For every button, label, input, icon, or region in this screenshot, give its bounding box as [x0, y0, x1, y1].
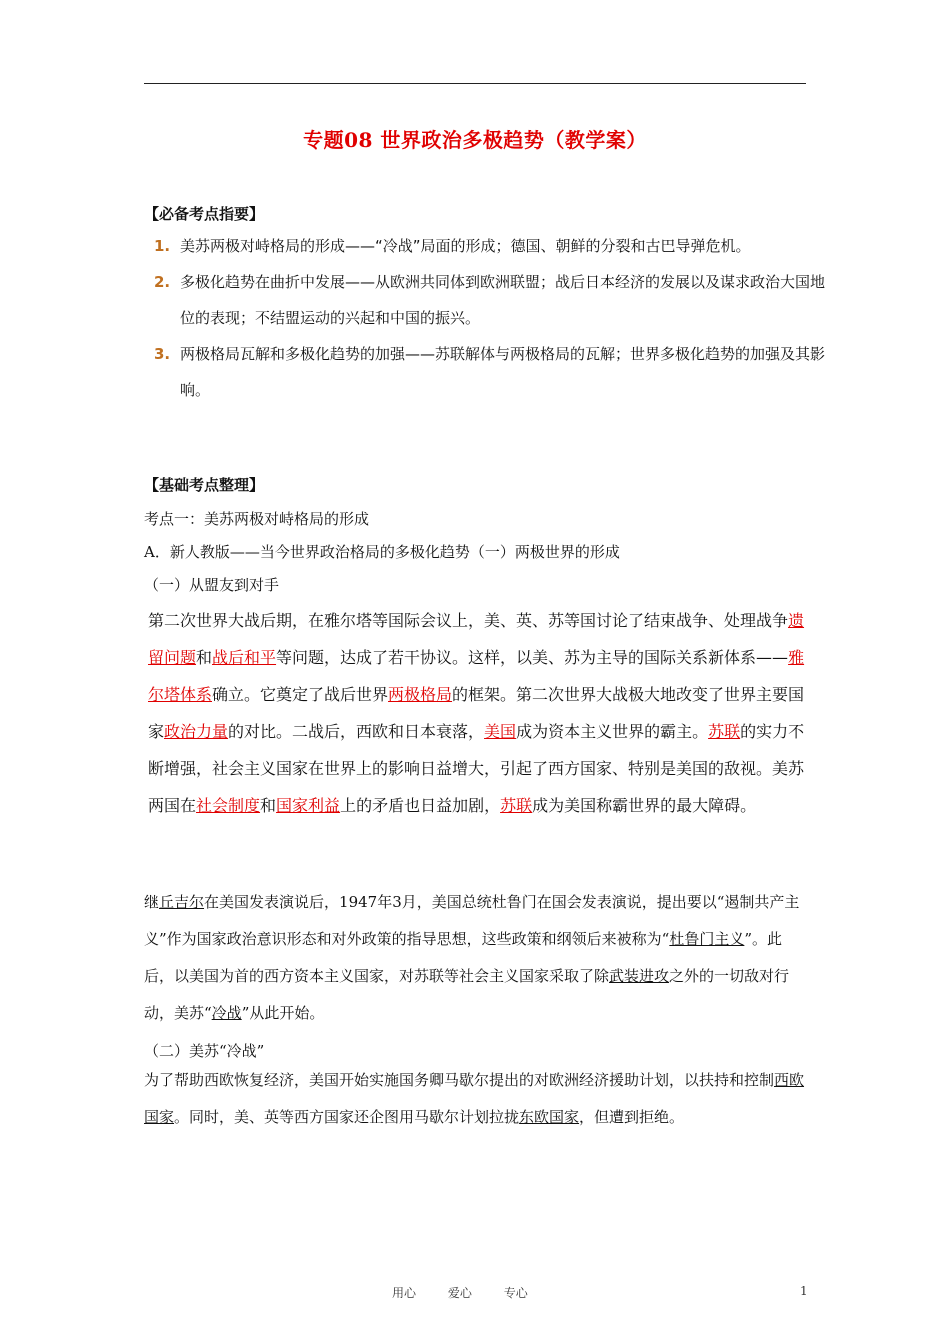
subheading-cold-war: （二）美苏“冷战” — [144, 1042, 265, 1060]
underlined-term: 冷战 — [211, 1004, 242, 1022]
list-item-number: 2. — [154, 273, 171, 291]
header-rule — [144, 83, 806, 84]
text-run: 。同时，美、英等西方国家还企图用马歇尔计划拉拢 — [174, 1108, 520, 1126]
page-number: 1 — [800, 1284, 808, 1298]
footer-motto — [392, 1284, 556, 1301]
underlined-term: 丘吉尔 — [159, 893, 205, 911]
list-item-number: 1. — [154, 237, 171, 255]
section-heading-key-points: 【必备考点指要】 — [144, 205, 265, 223]
highlight-term: 美国 — [484, 722, 517, 741]
text-run: 在美国发表演说后，1947年3月，美国总统杜鲁门在国会发表演说，提出要以“遏制共产主义”作为国家政治意识形态和对外政策的指导思想，这些政策和纲领后来被称为“ — [144, 893, 800, 948]
underlined-term: 武装进攻 — [609, 967, 670, 985]
list-item — [150, 264, 830, 336]
underlined-term: 东欧国家 — [519, 1108, 580, 1126]
list-item — [150, 336, 830, 408]
list-item-number: 3. — [154, 345, 171, 363]
underlined-term: 杜鲁门主义 — [669, 930, 745, 948]
text-run: 和 — [196, 648, 213, 667]
highlight-term: 国家利益 — [276, 796, 341, 815]
source-line: A．新人教版——当今世界政治格局的多极化趋势（一）两极世界的形成 — [144, 543, 620, 561]
text-run: 之外的一切敌对行动，美苏“ — [144, 967, 790, 1022]
text-run: 为了帮助西欧恢复经济，美国开始实施国务卿马歇尔提出的对欧洲经济援助计划，以扶持和控制 — [144, 1071, 775, 1089]
text-run: 的框架。第二次世界大战极大地改变了世界主要国家 — [148, 685, 805, 741]
text-run: 等问题，达成了若干协议。这样，以美、苏为主导的国际关系新体系—— — [276, 648, 789, 667]
footer-word: 用心 — [392, 1286, 417, 1300]
list-item-text: 美苏两极对峙格局的形成——“冷战”局面的形成；德国、朝鲜的分裂和古巴导弹危机。 — [180, 237, 751, 255]
highlight-term: 苏联 — [500, 796, 533, 815]
list-item — [150, 228, 830, 264]
key-points-list — [150, 228, 830, 408]
footer-word: 专心 — [503, 1286, 528, 1300]
highlight-term: 雅尔塔体系 — [148, 648, 805, 704]
list-item-text: 多极化趋势在曲折中发展——从欧洲共同体到欧洲联盟；战后日本经济的发展以及谋求政治大国地位的表现；不结盟运动的兴起和中国的振兴。 — [180, 273, 826, 327]
text-run: ，但遭到拒绝。 — [579, 1108, 685, 1126]
text-run: 继 — [144, 893, 160, 911]
section-heading-basics: 【基础考点整理】 — [144, 476, 265, 494]
text-run: 和 — [260, 796, 277, 815]
text-run: 的对比。二战后，西欧和日本衰落， — [228, 722, 485, 741]
paragraph-yalta — [148, 602, 818, 824]
text-run: ”从此开始。 — [241, 1004, 325, 1022]
text-run: 成为美国称霸世界的最大障碍。 — [532, 796, 757, 815]
paragraph-marshall-plan — [144, 1062, 812, 1136]
text-run: 确立。它奠定了战后世界 — [212, 685, 389, 704]
document-title: 专题08 世界政治多极趋势（教学案） — [303, 128, 647, 152]
text-run: 成为资本主义世界的霸主。 — [516, 722, 709, 741]
highlight-term: 苏联 — [708, 722, 741, 741]
highlight-term: 战后和平 — [212, 648, 277, 667]
paragraph-truman-doctrine — [144, 884, 812, 1032]
highlight-term: 遗留问题 — [148, 611, 805, 667]
highlight-term: 社会制度 — [196, 796, 261, 815]
text-run: ”。此后，以美国为首的西方资本主义国家，对苏联等社会主义国家采取了除 — [144, 930, 783, 985]
subheading-allies-to-rivals: （一）从盟友到对手 — [144, 576, 280, 594]
point-heading: 考点一：美苏两极对峙格局的形成 — [144, 510, 370, 528]
text-run: 第二次世界大战后期，在雅尔塔等国际会议上，美、英、苏等国讨论了结束战争、处理战争 — [148, 611, 789, 630]
list-item-text: 两极格局瓦解和多极化趋势的加强——苏联解体与两极格局的瓦解；世界多极化趋势的加强及其影响。 — [180, 345, 826, 399]
highlight-term: 政治力量 — [164, 722, 229, 741]
footer-word: 爱心 — [447, 1286, 472, 1300]
underlined-term: 西欧国家 — [144, 1071, 805, 1126]
text-run: 上的矛盾也日益加剧， — [340, 796, 501, 815]
text-run: 的实力不断增强，社会主义国家在世界上的影响日益增大，引起了西方国家、特别是美国的敌视。美苏两国在 — [148, 722, 805, 815]
highlight-term: 两极格局 — [388, 685, 453, 704]
